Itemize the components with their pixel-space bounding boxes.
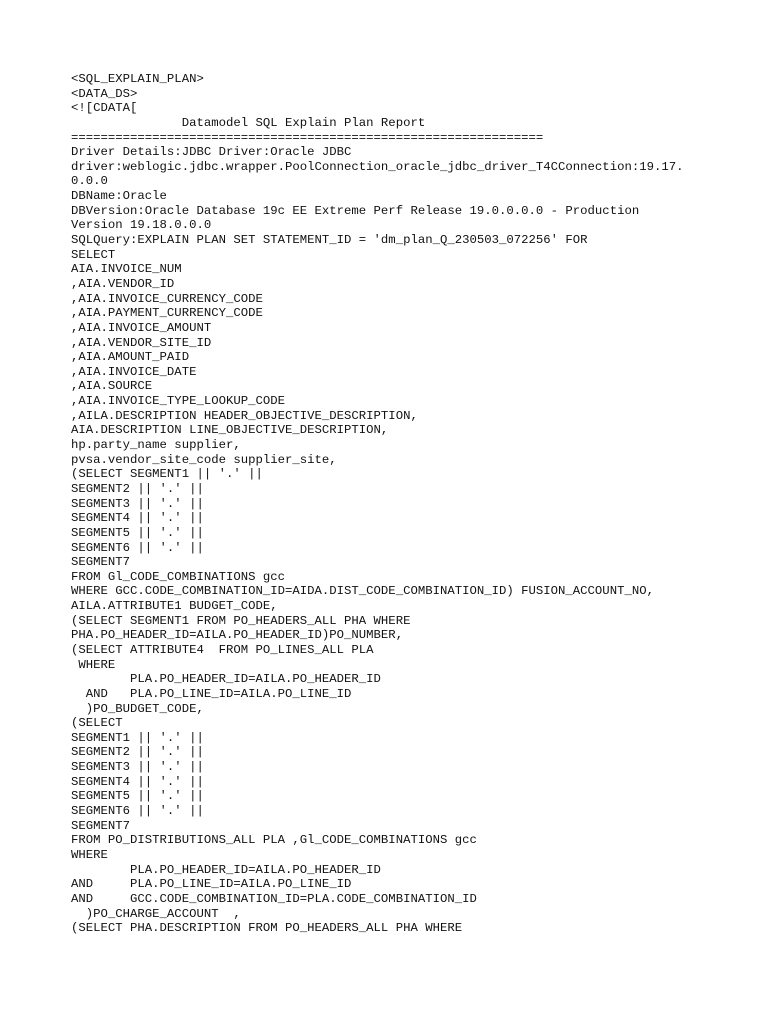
text-line: Driver Details:JDBC Driver:Oracle JDBC [71,145,352,160]
text-line: (SELECT [71,716,123,731]
text-line: ,AIA.INVOICE_AMOUNT [71,320,212,335]
text-line: ,AIA.PAYMENT_CURRENCY_CODE [71,306,263,321]
text-line: SEGMENT6 || '.' || [71,540,204,555]
text-line: AIA.DESCRIPTION LINE_OBJECTIVE_DESCRIPTION, [71,423,389,438]
text-line: (SELECT ATTRIBUTE4 FROM PO_LINES_ALL PLA [71,642,374,657]
text-line: 0.0.0 [71,174,108,189]
text-line: driver:weblogic.jdbc.wrapper.PoolConnection_oracle_jdbc_driver_T4CConnection:19.17. [71,159,684,174]
text-line: Datamodel SQL Explain Plan Report [71,115,426,130]
text-line: SEGMENT7 [71,555,131,570]
text-line: SEGMENT5 || '.' || [71,525,204,540]
text-line: SEGMENT7 [71,818,131,833]
text-line: SEGMENT5 || '.' || [71,789,204,804]
text-line: AIA.INVOICE_NUM [71,262,182,277]
text-line: PLA.PO_HEADER_ID=AILA.PO_HEADER_ID [71,862,381,877]
text-line: pvsa.vendor_site_code supplier_site, [71,452,337,467]
text-line: ,AIA.SOURCE [71,379,153,394]
text-line: )PO_BUDGET_CODE, [71,701,204,716]
text-line: (SELECT PHA.DESCRIPTION FROM PO_HEADERS_ALL PHA WHERE [71,921,463,936]
text-line: ,AIA.VENDOR_SITE_ID [71,335,212,350]
text-line: SEGMENT6 || '.' || [71,804,204,819]
text-line: FROM Gl_CODE_COMBINATIONS gcc [71,569,286,584]
text-line: FROM PO_DISTRIBUTIONS_ALL PLA ,Gl_CODE_COMBINATIONS gcc [71,833,477,848]
text-line: ,AIA.INVOICE_DATE [71,364,197,379]
text-line: ,AIA.INVOICE_CURRENCY_CODE [71,291,263,306]
explain-plan-text [71,72,711,936]
text-line: PHA.PO_HEADER_ID=AILA.PO_HEADER_ID)PO_NUMBER, [71,628,404,643]
text-line: SEGMENT4 || '.' || [71,774,204,789]
text-line: SEGMENT4 || '.' || [71,511,204,526]
text-line: ,AIA.INVOICE_TYPE_LOOKUP_CODE [71,394,286,409]
text-line: <SQL_EXPLAIN_PLAN> [71,72,204,86]
text-line: AND PLA.PO_LINE_ID=AILA.PO_LINE_ID [71,877,352,892]
text-line: ,AILA.DESCRIPTION HEADER_OBJECTIVE_DESCRIPTION, [71,408,418,423]
text-line: AILA.ATTRIBUTE1 BUDGET_CODE, [71,599,278,614]
text-line: SEGMENT3 || '.' || [71,760,204,775]
text-line: ================================================================ [71,130,544,145]
text-line: SEGMENT1 || '.' || [71,730,204,745]
text-line: DBVersion:Oracle Database 19c EE Extreme Perf Release 19.0.0.0.0 - Production [71,203,640,218]
text-line: SEGMENT3 || '.' || [71,496,204,511]
text-line: SEGMENT2 || '.' || [71,745,204,760]
text-line: hp.party_name supplier, [71,438,241,453]
text-line: WHERE [71,847,108,862]
text-line: (SELECT SEGMENT1 FROM PO_HEADERS_ALL PHA WHERE [71,613,411,628]
text-line: AND GCC.CODE_COMBINATION_ID=PLA.CODE_COMBINATION_ID [71,891,477,906]
text-line: WHERE GCC.CODE_COMBINATION_ID=AIDA.DIST_CODE_COMBINATION_ID) FUSION_ACCOUNT_NO, [71,584,654,599]
text-line: PLA.PO_HEADER_ID=AILA.PO_HEADER_ID [71,672,381,687]
text-line: DBName:Oracle [71,189,167,204]
text-line: ,AIA.VENDOR_ID [71,276,175,291]
text-line: <DATA_DS> [71,86,138,101]
text-line: SEGMENT2 || '.' || [71,481,204,496]
text-line: WHERE [71,657,116,672]
text-line: AND PLA.PO_LINE_ID=AILA.PO_LINE_ID [71,686,352,701]
text-line: <![CDATA[ [71,101,138,116]
text-line: SELECT [71,247,116,262]
text-line: ,AIA.AMOUNT_PAID [71,350,190,365]
text-line: (SELECT SEGMENT1 || '.' || [71,467,263,482]
text-line: )PO_CHARGE_ACCOUNT , [71,906,241,921]
text-line: SQLQuery:EXPLAIN PLAN SET STATEMENT_ID = 'dm_plan_Q_230503_072256' FOR [71,233,588,248]
text-line: Version 19.18.0.0.0 [71,218,212,233]
document-page [71,72,711,936]
